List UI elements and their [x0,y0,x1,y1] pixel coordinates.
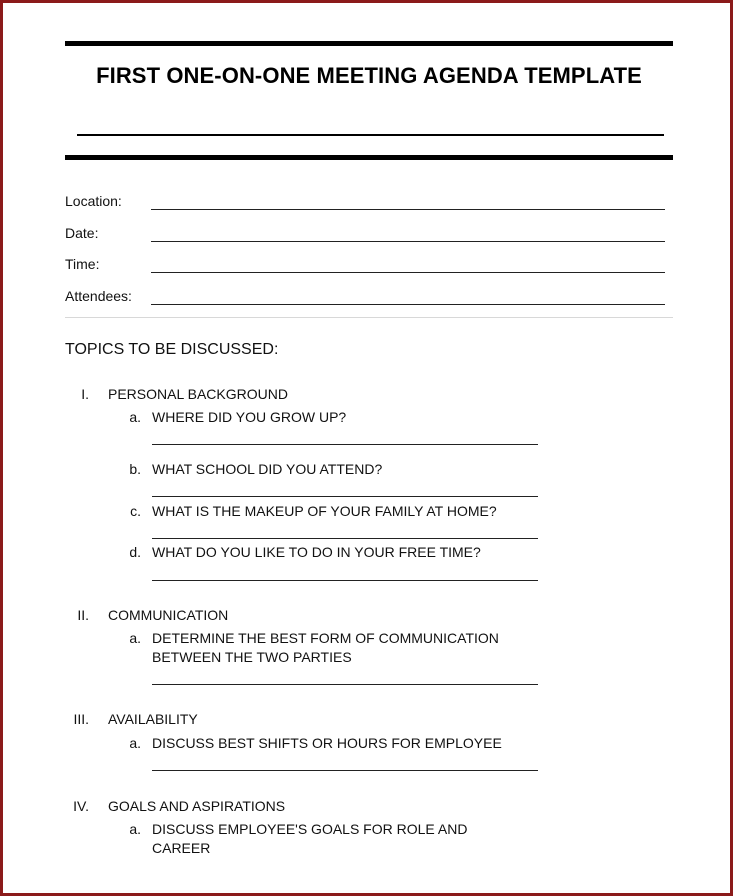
title-blank-line [77,134,664,136]
field-blank-line[interactable] [151,241,665,242]
item-letter: a. [129,821,141,837]
item-text: WHERE DID YOU GROW UP? [152,409,347,425]
item-text: WHAT SCHOOL DID YOU ATTEND? [152,461,383,477]
section-numeral: I. [81,386,89,402]
item-letter: d. [129,544,141,560]
item-letter: c. [130,503,141,519]
location-field[interactable] [65,193,665,213]
answer-line[interactable] [152,538,538,539]
section-title-communication: COMMUNICATION [108,607,229,623]
section-numeral: II. [77,607,89,623]
field-label: Time: [65,256,100,272]
item-letter: a. [129,630,141,646]
item-text: DISCUSS BEST SHIFTS OR HOURS FOR EMPLOYEE [152,735,502,751]
item-text: DETERMINE THE BEST FORM OF COMMUNICATION BETWEEN THE TWO PARTIES [152,630,499,665]
answer-line[interactable] [152,684,538,685]
top-thick-rule [65,41,673,46]
answer-line[interactable] [152,770,538,771]
field-label: Attendees: [65,288,132,304]
topics-heading: TOPICS TO BE DISCUSSED: [65,341,279,358]
answer-line[interactable] [152,580,538,581]
section-numeral: III. [73,711,89,727]
attendees-field[interactable] [65,288,665,308]
time-field[interactable] [65,256,665,276]
item-text: WHAT DO YOU LIKE TO DO IN YOUR FREE TIME? [152,544,481,560]
section-divider [65,317,673,318]
section-title-goals-and-aspirations: GOALS AND ASPIRATIONS [108,798,286,814]
date-field[interactable] [65,225,665,245]
item-letter: b. [129,461,141,477]
field-label: Date: [65,225,99,241]
answer-line[interactable] [152,496,538,497]
section-numeral: IV. [73,798,89,814]
field-blank-line[interactable] [151,304,665,305]
field-label: Location: [65,193,122,209]
section-title-personal-background: PERSONAL BACKGROUND [108,386,288,402]
field-blank-line[interactable] [151,209,665,210]
answer-line[interactable] [152,444,538,445]
item-text: WHAT IS THE MAKEUP OF YOUR FAMILY AT HOME? [152,503,497,519]
field-blank-line[interactable] [151,272,665,273]
item-letter: a. [129,735,141,751]
bottom-thick-rule [65,155,673,160]
section-title-availability: AVAILABILITY [108,711,198,727]
document-title: FIRST ONE-ON-ONE MEETING AGENDA TEMPLATE [96,63,642,88]
item-letter: a. [129,409,141,425]
item-text: DISCUSS EMPLOYEE'S GOALS FOR ROLE AND CAREER [152,821,468,856]
